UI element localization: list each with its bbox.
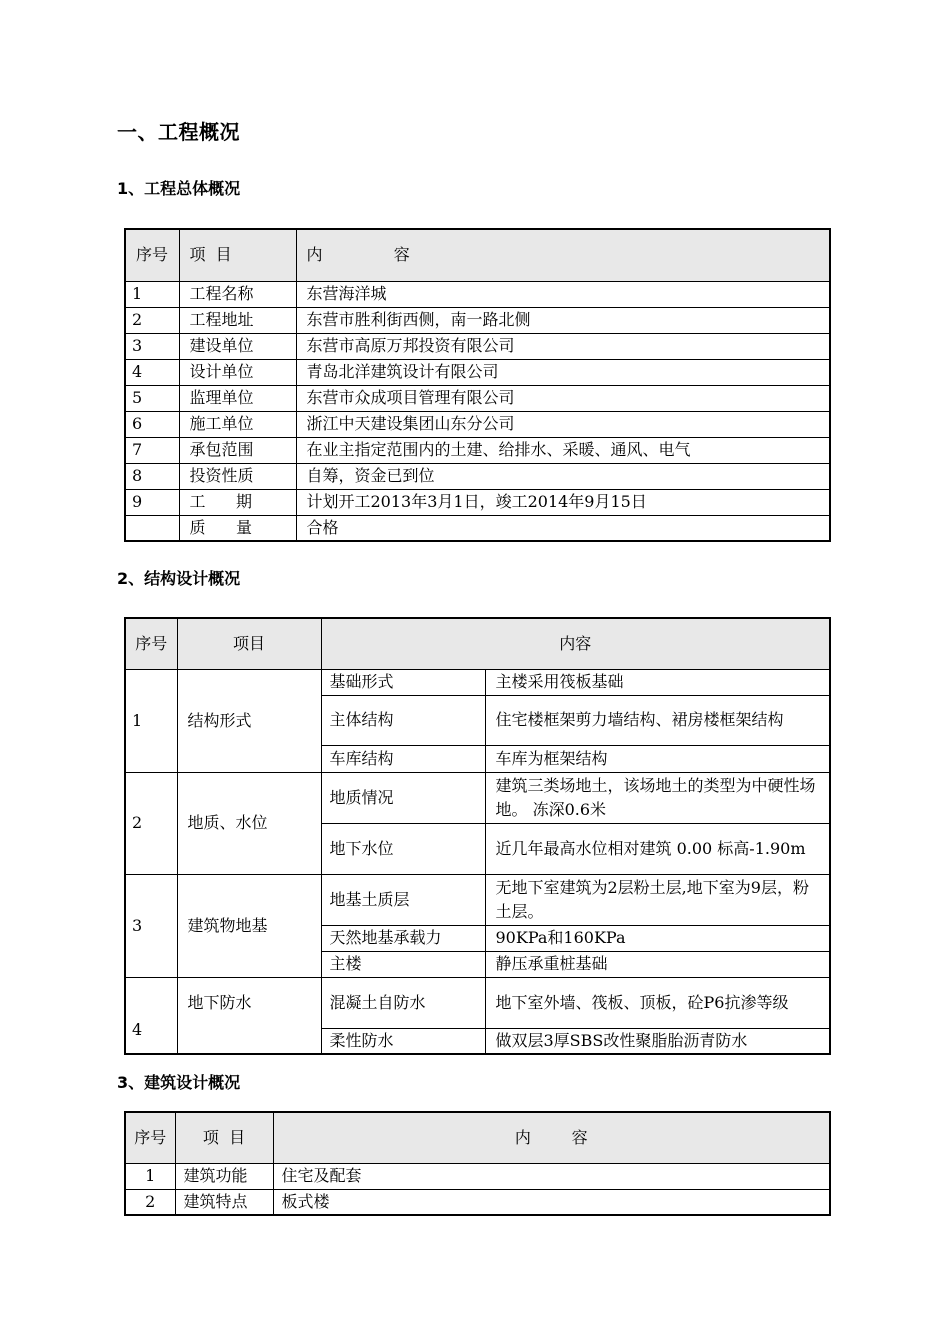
row-item: 工程地址: [179, 307, 296, 333]
row-item: 建筑特点: [175, 1189, 273, 1215]
table-row: [125, 281, 830, 307]
group-no: 2: [125, 772, 177, 874]
section3-title: 3、建筑设计概况: [117, 1073, 241, 1092]
row-no: 7: [125, 437, 179, 463]
table-row: [125, 437, 830, 463]
header-content: 内容: [321, 618, 830, 669]
table-row: [125, 1163, 830, 1189]
row-content: 住宅楼框架剪力墙结构、裙房楼框架结构: [485, 695, 830, 745]
group-no: 1: [125, 669, 177, 772]
header-no: 序号: [125, 1112, 175, 1163]
group-no: 3: [125, 874, 177, 977]
row-sub: 混凝土自防水: [321, 977, 485, 1028]
section2-title: 2、结构设计概况: [117, 569, 241, 588]
group-item: 建筑物地基: [177, 874, 321, 977]
row-no: [125, 515, 179, 541]
row-content: 青岛北洋建筑设计有限公司: [296, 359, 830, 385]
table-header-row: [125, 1112, 830, 1163]
row-content: 合格: [296, 515, 830, 541]
section3-table: [124, 1111, 831, 1216]
table-row: [125, 333, 830, 359]
row-item: 工 期: [179, 489, 296, 515]
header-item: 项 目: [179, 229, 296, 281]
row-content: 车库为框架结构: [485, 745, 830, 772]
row-content: 建筑三类场地土，该场地土的类型为中硬性场地。 冻深0.6米: [485, 772, 830, 823]
row-content: 在业主指定范围内的土建、给排水、采暖、通风、电气: [296, 437, 830, 463]
row-sub: 地基土质层: [321, 874, 485, 925]
group-item: 结构形式: [177, 669, 321, 772]
row-item: 施工单位: [179, 411, 296, 437]
section1-table: [124, 228, 831, 542]
table-header-row: [125, 229, 830, 281]
table-row: [125, 489, 830, 515]
row-no: 5: [125, 385, 179, 411]
row-content: 住宅及配套: [273, 1163, 830, 1189]
row-no: 8: [125, 463, 179, 489]
group-no: 4: [125, 977, 177, 1054]
row-sub: 车库结构: [321, 745, 485, 772]
row-content: 东营市众成项目管理有限公司: [296, 385, 830, 411]
header-content: 内 容: [273, 1112, 830, 1163]
row-item: 投资性质: [179, 463, 296, 489]
row-content: 计划开工2013年3月1日，竣工2014年9月15日: [296, 489, 830, 515]
table-row: [125, 874, 830, 925]
row-item: 承包范围: [179, 437, 296, 463]
table-row: [125, 1189, 830, 1215]
row-content: 无地下室建筑为2层粉土层,地下室为9层，粉土层。: [485, 874, 830, 925]
table-header-row: [125, 618, 830, 669]
table-row: [125, 772, 830, 823]
row-content: 东营海洋城: [296, 281, 830, 307]
row-content: 板式楼: [273, 1189, 830, 1215]
row-content: 90KPa和160KPa: [485, 925, 830, 951]
row-item: 建设单位: [179, 333, 296, 359]
row-item: 设计单位: [179, 359, 296, 385]
row-sub: 地质情况: [321, 772, 485, 823]
row-sub: 地下水位: [321, 823, 485, 874]
section2-table: [124, 617, 831, 1055]
row-content: 近几年最高水位相对建筑 0.00 标高-1.90m: [485, 823, 830, 874]
row-no: 4: [125, 359, 179, 385]
row-content: 做双层3厚SBS改性聚脂胎沥青防水: [485, 1028, 830, 1054]
row-content: 东营市胜利街西侧，南一路北侧: [296, 307, 830, 333]
row-content: 地下室外墙、筏板、顶板，砼P6抗渗等级: [485, 977, 830, 1028]
row-no: 1: [125, 281, 179, 307]
table-row: [125, 669, 830, 695]
table-row: [125, 977, 830, 1028]
table-row: [125, 463, 830, 489]
row-sub: 主体结构: [321, 695, 485, 745]
row-no: 9: [125, 489, 179, 515]
table-row: [125, 385, 830, 411]
header-item: 项 目: [175, 1112, 273, 1163]
row-content: 自筹，资金已到位: [296, 463, 830, 489]
row-sub: 基础形式: [321, 669, 485, 695]
header-content: 内 容: [296, 229, 830, 281]
page-heading: 一、工程概况: [117, 120, 240, 144]
row-content: 浙江中天建设集团山东分公司: [296, 411, 830, 437]
row-no: 6: [125, 411, 179, 437]
header-item: 项目: [177, 618, 321, 669]
row-no: 2: [125, 1189, 175, 1215]
group-item: 地质、水位: [177, 772, 321, 874]
row-item: 建筑功能: [175, 1163, 273, 1189]
row-content: 主楼采用筏板基础: [485, 669, 830, 695]
table-row: [125, 307, 830, 333]
header-no: 序号: [125, 229, 179, 281]
row-item: 监理单位: [179, 385, 296, 411]
row-content: 静压承重桩基础: [485, 951, 830, 977]
row-content: 东营市高原万邦投资有限公司: [296, 333, 830, 359]
table-row: [125, 515, 830, 541]
row-sub: 天然地基承载力: [321, 925, 485, 951]
row-sub: 柔性防水: [321, 1028, 485, 1054]
table-row: [125, 359, 830, 385]
group-item: 地下防水: [177, 977, 321, 1054]
header-no: 序号: [125, 618, 177, 669]
row-sub: 主楼: [321, 951, 485, 977]
row-no: 2: [125, 307, 179, 333]
row-no: 3: [125, 333, 179, 359]
table-row: [125, 411, 830, 437]
section1-title: 1、工程总体概况: [117, 179, 241, 198]
row-item: 工程名称: [179, 281, 296, 307]
row-no: 1: [125, 1163, 175, 1189]
row-item: 质 量: [179, 515, 296, 541]
